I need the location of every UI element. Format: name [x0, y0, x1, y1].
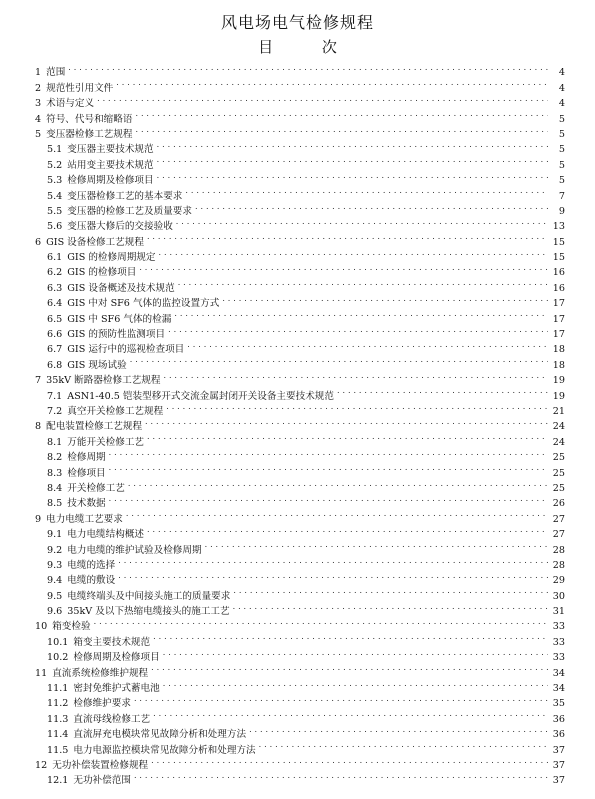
toc-entry-title: 35kV 及以下热缩电缆接头的施工工艺 — [67, 606, 230, 618]
toc-entry-title: GIS 中对 SF6 气体的监控设置方式 — [67, 298, 220, 310]
toc-entry-number: 6.7 — [47, 344, 63, 356]
dot-leader — [195, 199, 548, 214]
toc-entry-number: 11.5 — [47, 744, 69, 756]
toc-entry[interactable] — [35, 476, 565, 494]
toc-entry-number: 12.1 — [47, 775, 69, 787]
toc-entry-page-number: 18 — [552, 344, 565, 356]
toc-entry-number: 10 — [35, 621, 48, 633]
toc-entry-title: 电缆的选择 — [67, 559, 116, 571]
toc-entry-page-number: 4 — [558, 82, 565, 94]
toc-entry-number: 5.6 — [47, 221, 63, 233]
toc-entry-title: 符号、代号和缩略语 — [46, 113, 133, 125]
toc-entry-number: 5.3 — [47, 175, 63, 187]
toc-entry-number: 5.4 — [47, 190, 63, 202]
toc-entry-title: 无功补偿范围 — [73, 775, 131, 787]
dot-leader — [109, 460, 548, 475]
toc-entry-page-number: 15 — [552, 236, 565, 248]
toc-entry-page-number: 25 — [552, 467, 565, 479]
toc-entry-number: 9.4 — [47, 575, 63, 587]
toc-entry-page-number: 34 — [552, 667, 565, 679]
toc-entry-title: GIS 运行中的巡视检查项目 — [67, 344, 185, 356]
toc-entry-number: 2 — [35, 82, 42, 94]
toc-entry-page-number: 33 — [552, 621, 565, 633]
dot-leader — [147, 229, 548, 244]
toc-entry-title: 检修项目 — [67, 467, 106, 479]
toc-entry-number: 5.5 — [47, 205, 63, 217]
toc-entry-title: 检修周期及检修项目 — [67, 175, 154, 187]
toc-entry-title: 术语与定义 — [46, 98, 95, 110]
toc-entry-title: 检修维护要求 — [73, 698, 131, 710]
toc-entry-title: 直流屏充电模块常见故障分析和处理方法 — [73, 729, 247, 741]
toc-entry-number: 6.4 — [47, 298, 63, 310]
toc-entry-title: GIS 的检修项目 — [67, 267, 137, 279]
toc-entry-number: 9.1 — [47, 529, 63, 541]
toc-entry-page-number: 16 — [552, 282, 565, 294]
dot-leader — [168, 322, 548, 337]
toc-entry-title: 万能开关检修工艺 — [67, 436, 145, 448]
toc-entry-title: GIS 现场试验 — [67, 359, 127, 371]
dot-leader — [157, 168, 548, 183]
toc-entry-number: 6.1 — [47, 252, 63, 264]
dot-leader — [128, 476, 548, 491]
toc-entry-number: 11.3 — [47, 713, 69, 725]
toc-entry-title: GIS 设备概述及技术规范 — [67, 282, 175, 294]
dot-leader — [187, 337, 548, 352]
toc-entry-page-number: 36 — [552, 729, 565, 741]
toc-entry-page-number: 5 — [558, 113, 565, 125]
toc-entry-number: 9 — [35, 513, 42, 525]
toc-entry-number: 6.5 — [47, 313, 63, 325]
toc-entry-page-number: 9 — [558, 205, 565, 217]
dot-leader — [222, 291, 548, 306]
toc-entry-page-number: 17 — [552, 313, 565, 325]
dot-leader — [135, 122, 548, 137]
dot-leader — [337, 383, 548, 398]
dot-leader — [157, 152, 548, 167]
toc-entry-title: 规范性引用文件 — [46, 82, 114, 94]
toc-entry-number: 12 — [35, 759, 48, 771]
dot-leader — [151, 753, 548, 768]
toc-entry-page-number: 28 — [552, 559, 565, 571]
toc-entry-number: 5.1 — [47, 144, 63, 156]
toc-entry-page-number: 31 — [552, 606, 565, 618]
toc-entry[interactable] — [35, 91, 565, 110]
toc-entry-number: 8.5 — [47, 498, 63, 510]
toc-entry[interactable] — [35, 491, 565, 510]
toc-entry-page-number: 37 — [552, 759, 565, 771]
toc-entry-page-number: 17 — [552, 298, 565, 310]
toc-entry-page-number: 27 — [552, 513, 565, 525]
dot-leader — [153, 706, 548, 721]
dot-leader — [147, 522, 548, 537]
toc-heading: 目 次 — [258, 38, 359, 56]
toc-entry-page-number: 5 — [558, 144, 565, 156]
toc-entry-title: 箱变检验 — [52, 621, 91, 633]
toc-entry-number: 7 — [35, 375, 42, 387]
table-of-contents — [35, 60, 565, 787]
toc-entry-page-number: 17 — [552, 329, 565, 341]
dot-leader — [151, 660, 548, 675]
toc-entry-number: 6.6 — [47, 329, 63, 341]
toc-entry-number: 9.6 — [47, 606, 63, 618]
dot-leader — [185, 183, 548, 198]
toc-entry-page-number: 5 — [558, 159, 565, 171]
toc-entry-title: 箱变主要技术规范 — [73, 636, 151, 648]
dot-leader — [174, 306, 548, 321]
dot-leader — [109, 491, 548, 506]
toc-entry-number: 9.5 — [47, 590, 63, 602]
toc-entry-page-number: 35 — [552, 698, 565, 710]
dot-leader — [249, 722, 548, 737]
toc-entry-page-number: 19 — [552, 375, 565, 387]
toc-entry-number: 8.1 — [47, 436, 63, 448]
toc-entry-page-number: 37 — [552, 744, 565, 756]
dot-leader — [97, 91, 548, 106]
toc-entry-number: 8.2 — [47, 452, 63, 464]
toc-entry-number: 5 — [35, 128, 42, 140]
dot-leader — [94, 614, 548, 629]
toc-entry-title: ASN1-40.5 铠装型移开式交流金属封闭开关设备主要技术规范 — [67, 390, 334, 402]
toc-entry-page-number: 29 — [552, 575, 565, 587]
dot-leader — [134, 691, 548, 706]
toc-entry-page-number: 36 — [552, 713, 565, 725]
toc-entry-title: GIS 中 SF6 气体的检漏 — [67, 313, 172, 325]
dot-leader — [233, 599, 548, 614]
toc-entry-page-number: 25 — [552, 482, 565, 494]
toc-entry[interactable] — [35, 106, 565, 125]
toc-entry-page-number: 37 — [552, 775, 565, 787]
dot-leader — [259, 737, 548, 752]
toc-entry-number: 6.8 — [47, 359, 63, 371]
toc-entry-title: 范围 — [46, 67, 66, 79]
toc-entry-title: 检修周期及检修项目 — [73, 652, 160, 664]
toc-entry-page-number: 16 — [552, 267, 565, 279]
toc-entry-title: 电力电缆的维护试验及检修周期 — [67, 544, 202, 556]
toc-entry-title: 电缆的敷设 — [67, 575, 116, 587]
dot-leader — [118, 568, 548, 583]
dot-leader — [116, 75, 548, 90]
toc-entry-title: 35kV 断路器检修工艺规程 — [46, 375, 161, 387]
toc-entry-number: 6.2 — [47, 267, 63, 279]
toc-entry-number: 8 — [35, 421, 42, 433]
dot-leader — [130, 352, 548, 367]
toc-entry-title: 直流系统检修维护规程 — [52, 667, 149, 679]
toc-entry[interactable] — [35, 629, 565, 648]
dot-leader — [147, 429, 548, 444]
toc-entry-page-number: 21 — [552, 405, 565, 417]
toc-entry[interactable] — [35, 614, 565, 633]
toc-entry[interactable] — [35, 460, 565, 479]
toc-entry-title: GIS 的检修周期规定 — [67, 252, 156, 264]
toc-entry-number: 11.1 — [47, 683, 69, 695]
toc-entry[interactable] — [35, 445, 565, 464]
toc-entry-title: 技术数据 — [67, 498, 106, 510]
toc-entry-page-number: 33 — [552, 636, 565, 648]
toc-entry-number: 11 — [35, 667, 48, 679]
toc-entry-number: 4 — [35, 113, 42, 125]
toc-entry-title: 变压器的检修工艺及质量要求 — [67, 205, 192, 217]
dot-leader — [163, 645, 548, 660]
dot-leader — [68, 60, 548, 75]
toc-entry-page-number: 15 — [552, 252, 565, 264]
toc-entry-page-number: 33 — [552, 652, 565, 664]
dot-leader — [145, 414, 548, 429]
toc-entry-title: 配电装置检修工艺规程 — [46, 421, 143, 433]
toc-entry-page-number: 28 — [552, 544, 565, 556]
toc-entry-page-number: 5 — [558, 175, 565, 187]
toc-entry-title: 直流母线检修工艺 — [73, 713, 151, 725]
toc-entry-title: 变压器主要技术规范 — [67, 144, 154, 156]
toc-entry[interactable] — [35, 506, 565, 525]
toc-entry-page-number: 25 — [552, 452, 565, 464]
toc-entry-number: 7.1 — [47, 390, 63, 402]
toc-entry-number: 11.2 — [47, 698, 69, 710]
dot-leader — [109, 445, 548, 460]
toc-entry-number: 3 — [35, 98, 42, 110]
toc-entry-title: 变压器检修工艺的基本要求 — [67, 190, 183, 202]
toc-entry-page-number: 24 — [552, 421, 565, 433]
toc-entry-number: 1 — [35, 67, 42, 79]
dot-leader — [163, 676, 548, 691]
toc-entry-title: 变压器检修工艺规程 — [46, 128, 133, 140]
toc-entry-page-number: 27 — [552, 529, 565, 541]
dot-leader — [159, 245, 549, 260]
toc-entry-number: 8.3 — [47, 467, 63, 479]
toc-entry-page-number: 24 — [552, 436, 565, 448]
toc-entry-page-number: 4 — [558, 67, 565, 79]
toc-entry-title: 开关检修工艺 — [67, 482, 125, 494]
dot-leader — [205, 537, 548, 552]
dot-leader — [134, 768, 548, 783]
toc-entry-page-number: 30 — [552, 590, 565, 602]
toc-entry-title: 变压器大修后的交接验收 — [67, 221, 173, 233]
dot-leader — [118, 553, 548, 568]
dot-leader — [163, 368, 548, 383]
toc-entry-page-number: 18 — [552, 359, 565, 371]
toc-entry-title: 站用变主要技术规范 — [67, 159, 154, 171]
toc-entry-number: 5.2 — [47, 159, 63, 171]
toc-entry-page-number: 5 — [558, 128, 565, 140]
toc-entry-page-number: 4 — [558, 98, 565, 110]
toc-entry-title: 电力电缆工艺要求 — [46, 513, 123, 525]
toc-entry-title: 电力电源监控模块常见故障分析和处理方法 — [73, 744, 256, 756]
toc-entry-number: 11.4 — [47, 729, 69, 741]
toc-entry-title: 真空开关检修工艺规程 — [67, 405, 164, 417]
dot-leader — [126, 506, 548, 521]
toc-entry[interactable] — [35, 75, 565, 94]
toc-entry-page-number: 34 — [552, 683, 565, 695]
toc-entry-number: 9.2 — [47, 544, 63, 556]
toc-entry-page-number: 13 — [552, 221, 565, 233]
dot-leader — [139, 260, 548, 275]
document-title: 风电场电气检修规程 — [220, 13, 374, 32]
toc-entry-page-number: 26 — [552, 498, 565, 510]
dot-leader — [166, 399, 548, 414]
toc-entry-number: 10.2 — [47, 652, 69, 664]
toc-entry-title: 检修周期 — [67, 452, 106, 464]
toc-entry-title: GIS 的预防性监测项目 — [67, 329, 166, 341]
toc-entry-number: 6.3 — [47, 282, 63, 294]
toc-entry-title: GIS 设备检修工艺规程 — [46, 236, 144, 248]
toc-entry-title: 密封免维护式蓄电池 — [73, 683, 160, 695]
toc-entry-title: 电力电缆结构概述 — [67, 529, 145, 541]
dot-leader — [153, 629, 548, 644]
toc-entry[interactable] — [35, 60, 565, 79]
dot-leader — [157, 137, 548, 152]
dot-leader — [233, 583, 548, 598]
toc-entry-title: 无功补偿装置检修规程 — [52, 759, 149, 771]
toc-entry-number: 7.2 — [47, 405, 63, 417]
toc-entry-title: 电缆终端头及中间接头施工的质量要求 — [67, 590, 231, 602]
toc-entry-page-number: 7 — [558, 190, 565, 202]
toc-entry-number: 10.1 — [47, 636, 69, 648]
dot-leader — [135, 106, 548, 121]
toc-entry-number: 9.3 — [47, 559, 63, 571]
dot-leader — [178, 275, 548, 290]
toc-entry-page-number: 19 — [552, 390, 565, 402]
toc-entry-number: 6 — [35, 236, 42, 248]
toc-entry-number: 8.4 — [47, 482, 63, 494]
dot-leader — [176, 214, 548, 229]
